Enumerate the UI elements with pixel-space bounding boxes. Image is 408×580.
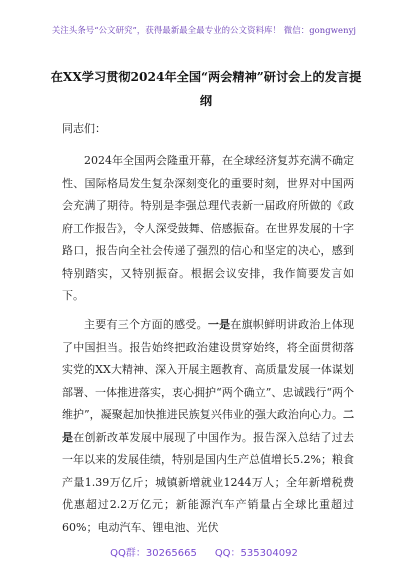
document-title: 在XX学习贯彻2024年全国“两会精神”研讨会上的发言提纲 (50, 70, 362, 108)
footer-contact (0, 544, 408, 559)
paragraph-feelings (62, 314, 354, 539)
point-two-marker: 二是 (62, 408, 354, 444)
paragraph-feelings-lead: 主要有三个方面的感受。 (84, 318, 208, 331)
footer-qq: QQ：535304092 (214, 548, 298, 559)
footer-qq-group: QQ群：30265665 (110, 548, 197, 559)
header-banner: 关注头条号“公文研究”，获得最新最全最专业的公文资料库！ 微信：gongwenyj (51, 25, 357, 35)
point-one-text: 在旗帜鲜明讲政治上体现了中国担当。报告始终把政治建设贯穿始终，将全面贯彻落实党的XX大精神、深入开展主题教育、高质量发展一体谋划部署、一体推进落实，衷心拥护“两个确立”、忠诚践行“两个维护”，凝聚起加快推进民族复兴伟业的强大政治向心力。 (62, 318, 355, 421)
salutation: 同志们： (62, 122, 106, 135)
point-two-text: 在创新改革发展中展现了中国作为。报告深入总结了过去一年以来的发展佳绩，特别是国内生产总值增长5.2%；粮食产量1.39万亿斤；城镇新增就业1244万人；全年新增税费优惠超过2.2万亿元；新能源汽车产销量占全球比重超过60%；电动汽车、锂电池、光伏 (62, 430, 355, 534)
point-one-marker: 一是 (207, 318, 231, 331)
paragraph-intro: 2024年全国两会隆重开幕，在全球经济复苏充满不确定性、国际格局发生复杂深刻变化的重要时刻，世界对中国两会充满了期待。特别是李强总理代表新一届政府所做的《政府工作报告》，令人深受鼓舞、倍感振奋。在世界发展的十字路口，报告向全社会传递了强烈的信心和坚定的决心，感到特别踏实，又特别振奋。根据会议安排，我作简要发言如下。 (62, 154, 354, 302)
